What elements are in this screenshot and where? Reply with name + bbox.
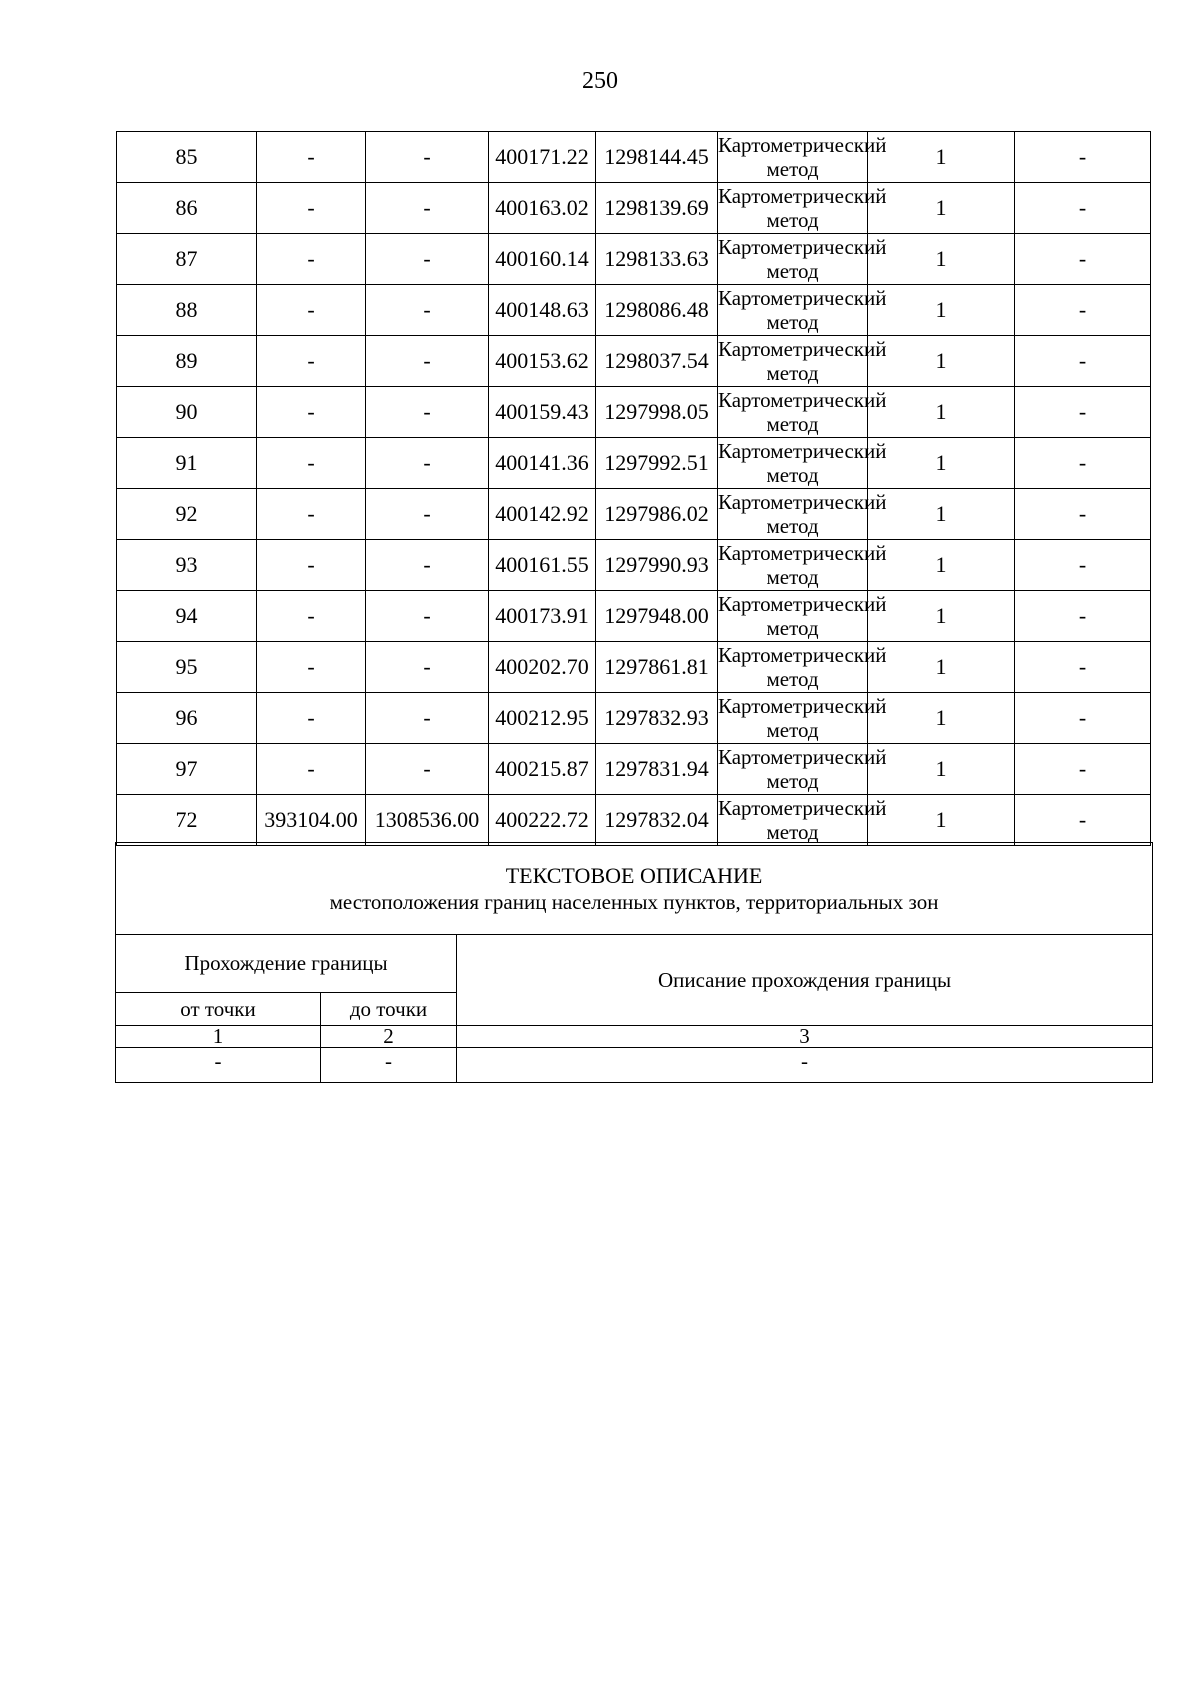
x-new-cell: 400171.22 xyxy=(489,132,596,183)
note-cell: - xyxy=(1015,132,1151,183)
accuracy-cell: 1 xyxy=(868,285,1015,336)
y-new-cell: 1297992.51 xyxy=(596,438,718,489)
y-new-cell: 1297861.81 xyxy=(596,642,718,693)
x-existing-cell: - xyxy=(257,132,366,183)
method-cell: Картометрический метод xyxy=(718,796,887,844)
x-new-cell: 400159.43 xyxy=(489,387,596,438)
description-cell: - xyxy=(457,1048,1153,1083)
table-row xyxy=(117,387,1151,438)
coordinates-table xyxy=(116,131,1151,846)
x-existing-cell: - xyxy=(257,387,366,438)
to-point-header: до точки xyxy=(321,993,457,1026)
point-number-cell: 94 xyxy=(117,591,257,642)
boundary-description-table xyxy=(115,842,1153,1083)
description-subtitle: местоположения границ населенных пунктов, территориальных зон xyxy=(329,889,939,914)
y-existing-cell: 1308536.00 xyxy=(366,795,489,846)
y-existing-cell: - xyxy=(366,438,489,489)
description-header: Описание прохождения границы xyxy=(457,935,1153,1026)
accuracy-cell: 1 xyxy=(868,744,1015,795)
table-row xyxy=(117,132,1151,183)
note-cell: - xyxy=(1015,438,1151,489)
y-new-cell: 1297831.94 xyxy=(596,744,718,795)
x-existing-cell: - xyxy=(257,234,366,285)
y-existing-cell: - xyxy=(366,693,489,744)
accuracy-cell: 1 xyxy=(868,591,1015,642)
x-existing-cell: - xyxy=(257,693,366,744)
y-new-cell: 1297986.02 xyxy=(596,489,718,540)
method-cell: Картометрический метод xyxy=(718,745,887,793)
accuracy-cell: 1 xyxy=(868,183,1015,234)
y-new-cell: 1297990.93 xyxy=(596,540,718,591)
point-number-cell: 89 xyxy=(117,336,257,387)
y-new-cell: 1298086.48 xyxy=(596,285,718,336)
method-cell: Картометрический метод xyxy=(718,439,887,487)
method-cell: Картометрический метод xyxy=(718,133,887,181)
point-number-cell: 88 xyxy=(117,285,257,336)
x-existing-cell: - xyxy=(257,489,366,540)
point-number-cell: 97 xyxy=(117,744,257,795)
page-number: 250 xyxy=(582,68,618,94)
note-cell: - xyxy=(1015,183,1151,234)
point-number-cell: 91 xyxy=(117,438,257,489)
x-existing-cell: - xyxy=(257,540,366,591)
method-cell: Картометрический метод xyxy=(718,694,887,742)
x-new-cell: 400215.87 xyxy=(489,744,596,795)
note-cell: - xyxy=(1015,744,1151,795)
table-row xyxy=(116,1048,1153,1083)
table-row xyxy=(117,795,1151,846)
x-new-cell: 400202.70 xyxy=(489,642,596,693)
method-cell: Картометрический метод xyxy=(718,490,887,538)
method-cell: Картометрический метод xyxy=(718,184,887,232)
point-number-cell: 96 xyxy=(117,693,257,744)
method-cell: Картометрический метод xyxy=(718,337,887,385)
y-new-cell: 1298144.45 xyxy=(596,132,718,183)
table-row xyxy=(117,693,1151,744)
method-cell: Картометрический метод xyxy=(718,541,887,589)
y-existing-cell: - xyxy=(366,591,489,642)
accuracy-cell: 1 xyxy=(868,795,1015,846)
note-cell: - xyxy=(1015,540,1151,591)
point-number-cell: 87 xyxy=(117,234,257,285)
y-existing-cell: - xyxy=(366,540,489,591)
method-cell: Картометрический метод xyxy=(718,286,887,334)
x-existing-cell: 393104.00 xyxy=(257,795,366,846)
point-number-cell: 93 xyxy=(117,540,257,591)
y-new-cell: 1297998.05 xyxy=(596,387,718,438)
point-number-cell: 85 xyxy=(117,132,257,183)
y-existing-cell: - xyxy=(366,744,489,795)
point-number-cell: 86 xyxy=(117,183,257,234)
x-new-cell: 400141.36 xyxy=(489,438,596,489)
note-cell: - xyxy=(1015,795,1151,846)
description-title: ТЕКСТОВОЕ ОПИСАНИЕ xyxy=(505,862,763,888)
note-cell: - xyxy=(1015,336,1151,387)
point-number-cell: 90 xyxy=(117,387,257,438)
x-new-cell: 400153.62 xyxy=(489,336,596,387)
x-new-cell: 400148.63 xyxy=(489,285,596,336)
method-cell: Картометрический метод xyxy=(718,388,887,436)
y-new-cell: 1297832.93 xyxy=(596,693,718,744)
method-cell: Картометрический метод xyxy=(718,235,887,283)
x-existing-cell: - xyxy=(257,183,366,234)
accuracy-cell: 1 xyxy=(868,336,1015,387)
x-new-cell: 400161.55 xyxy=(489,540,596,591)
table-row xyxy=(117,642,1151,693)
y-existing-cell: - xyxy=(366,234,489,285)
table-row xyxy=(117,336,1151,387)
point-number-cell: 95 xyxy=(117,642,257,693)
y-existing-cell: - xyxy=(366,132,489,183)
note-cell: - xyxy=(1015,591,1151,642)
x-new-cell: 400163.02 xyxy=(489,183,596,234)
note-cell: - xyxy=(1015,642,1151,693)
method-cell: Картометрический метод xyxy=(718,592,887,640)
y-new-cell: 1298037.54 xyxy=(596,336,718,387)
table-row xyxy=(117,540,1151,591)
x-existing-cell: - xyxy=(257,438,366,489)
accuracy-cell: 1 xyxy=(868,642,1015,693)
accuracy-cell: 1 xyxy=(868,540,1015,591)
x-existing-cell: - xyxy=(257,642,366,693)
y-new-cell: 1298133.63 xyxy=(596,234,718,285)
column-number: 1 xyxy=(116,1026,321,1048)
note-cell: - xyxy=(1015,693,1151,744)
table-row xyxy=(117,591,1151,642)
y-existing-cell: - xyxy=(366,183,489,234)
y-new-cell: 1297948.00 xyxy=(596,591,718,642)
passage-header: Прохождение границы xyxy=(116,935,457,993)
accuracy-cell: 1 xyxy=(868,387,1015,438)
x-new-cell: 400222.72 xyxy=(489,795,596,846)
description-title-cell xyxy=(116,843,1153,935)
table-row xyxy=(117,438,1151,489)
y-existing-cell: - xyxy=(366,642,489,693)
method-cell: Картометрический метод xyxy=(718,643,887,691)
y-existing-cell: - xyxy=(366,387,489,438)
y-existing-cell: - xyxy=(366,285,489,336)
table-row xyxy=(117,234,1151,285)
x-existing-cell: - xyxy=(257,285,366,336)
accuracy-cell: 1 xyxy=(868,438,1015,489)
table-row xyxy=(117,183,1151,234)
note-cell: - xyxy=(1015,234,1151,285)
note-cell: - xyxy=(1015,285,1151,336)
x-new-cell: 400212.95 xyxy=(489,693,596,744)
x-existing-cell: - xyxy=(257,591,366,642)
point-number-cell: 92 xyxy=(117,489,257,540)
from-point-header: от точки xyxy=(116,993,321,1026)
x-new-cell: 400142.92 xyxy=(489,489,596,540)
y-existing-cell: - xyxy=(366,336,489,387)
y-new-cell: 1297832.04 xyxy=(596,795,718,846)
point-number-cell: 72 xyxy=(117,795,257,846)
column-number: 3 xyxy=(457,1026,1153,1048)
x-new-cell: 400160.14 xyxy=(489,234,596,285)
to-point-cell: - xyxy=(321,1048,457,1083)
table-row xyxy=(117,285,1151,336)
column-number: 2 xyxy=(321,1026,457,1048)
accuracy-cell: 1 xyxy=(868,489,1015,540)
x-existing-cell: - xyxy=(257,336,366,387)
y-new-cell: 1298139.69 xyxy=(596,183,718,234)
accuracy-cell: 1 xyxy=(868,693,1015,744)
note-cell: - xyxy=(1015,387,1151,438)
y-existing-cell: - xyxy=(366,489,489,540)
x-existing-cell: - xyxy=(257,744,366,795)
note-cell: - xyxy=(1015,489,1151,540)
table-row xyxy=(117,489,1151,540)
accuracy-cell: 1 xyxy=(868,132,1015,183)
from-point-cell: - xyxy=(116,1048,321,1083)
accuracy-cell: 1 xyxy=(868,234,1015,285)
x-new-cell: 400173.91 xyxy=(489,591,596,642)
table-row xyxy=(117,744,1151,795)
